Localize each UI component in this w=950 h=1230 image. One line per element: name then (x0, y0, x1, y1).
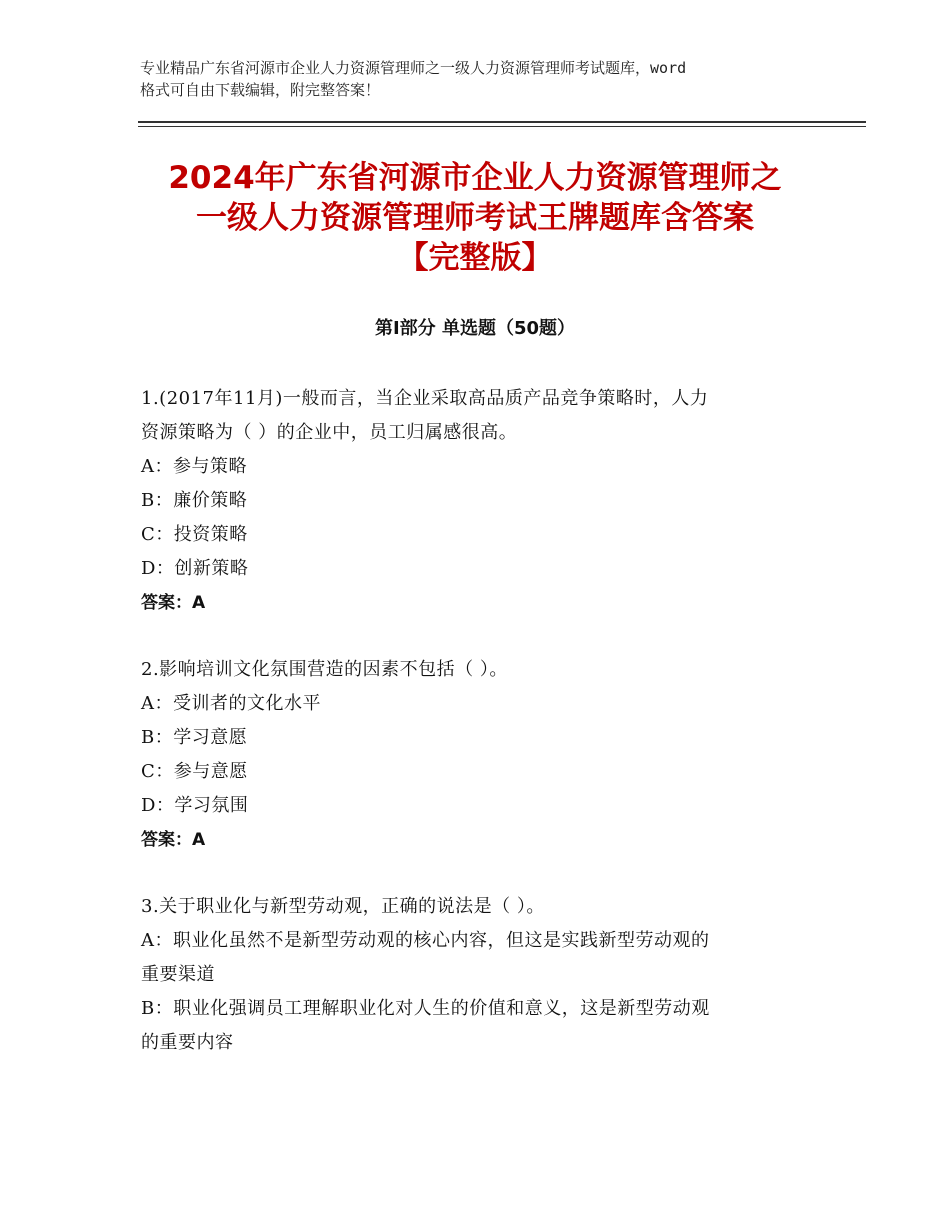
option-d: D：创新策略 (141, 558, 249, 579)
title-line: 2024年广东省河源市企业人力资源管理师之 (168, 160, 782, 196)
option-a: A：参与策略 (141, 456, 247, 477)
section-heading: 第Ⅰ部分 单选题（50题） (374, 318, 575, 339)
document-title (110, 158, 840, 278)
option-a-continued: 重要渠道 (141, 964, 215, 985)
answer-label: 答案：A (141, 593, 206, 613)
question-stem: 3.关于职业化与新型劳动观，正确的说法是（ ）。 (141, 896, 545, 917)
option-c: C：参与意愿 (141, 761, 248, 782)
question-item (141, 653, 811, 857)
question-stem: 1.(2017年11月)一般而言，当企业采取高品质产品竞争策略时，人力 (141, 388, 709, 409)
header-note-line: 专业精品广东省河源市企业人力资源管理师之一级人力资源管理师考试题库，word (140, 59, 687, 77)
header-divider (138, 121, 866, 123)
option-b: B：廉价策略 (141, 490, 248, 511)
header-note (140, 57, 820, 101)
option-a: A：受训者的文化水平 (141, 693, 321, 714)
option-b: B：职业化强调员工理解职业化对人生的价值和意义，这是新型劳动观 (141, 998, 710, 1019)
option-d: D：学习氛围 (141, 795, 249, 816)
question-list (141, 382, 811, 1093)
header-divider-thin (138, 126, 866, 127)
option-b-continued: 的重要内容 (141, 1032, 234, 1053)
title-line: 【完整版】 (397, 240, 553, 276)
answer-label: 答案：A (141, 830, 206, 850)
option-a: A：职业化虽然不是新型劳动观的核心内容，但这是实践新型劳动观的 (141, 930, 710, 951)
question-item (141, 890, 811, 1060)
question-stem: 资源策略为（ ）的企业中，员工归属感很高。 (141, 422, 518, 443)
header-note-line: 格式可自由下载编辑，附完整答案！ (140, 81, 381, 99)
question-stem: 2.影响培训文化氛围营造的因素不包括（ ）。 (141, 659, 508, 680)
question-item (141, 382, 811, 620)
option-c: C：投资策略 (141, 524, 248, 545)
title-line: 一级人力资源管理师考试王牌题库含答案 (196, 200, 754, 236)
option-b: B：学习意愿 (141, 727, 248, 748)
